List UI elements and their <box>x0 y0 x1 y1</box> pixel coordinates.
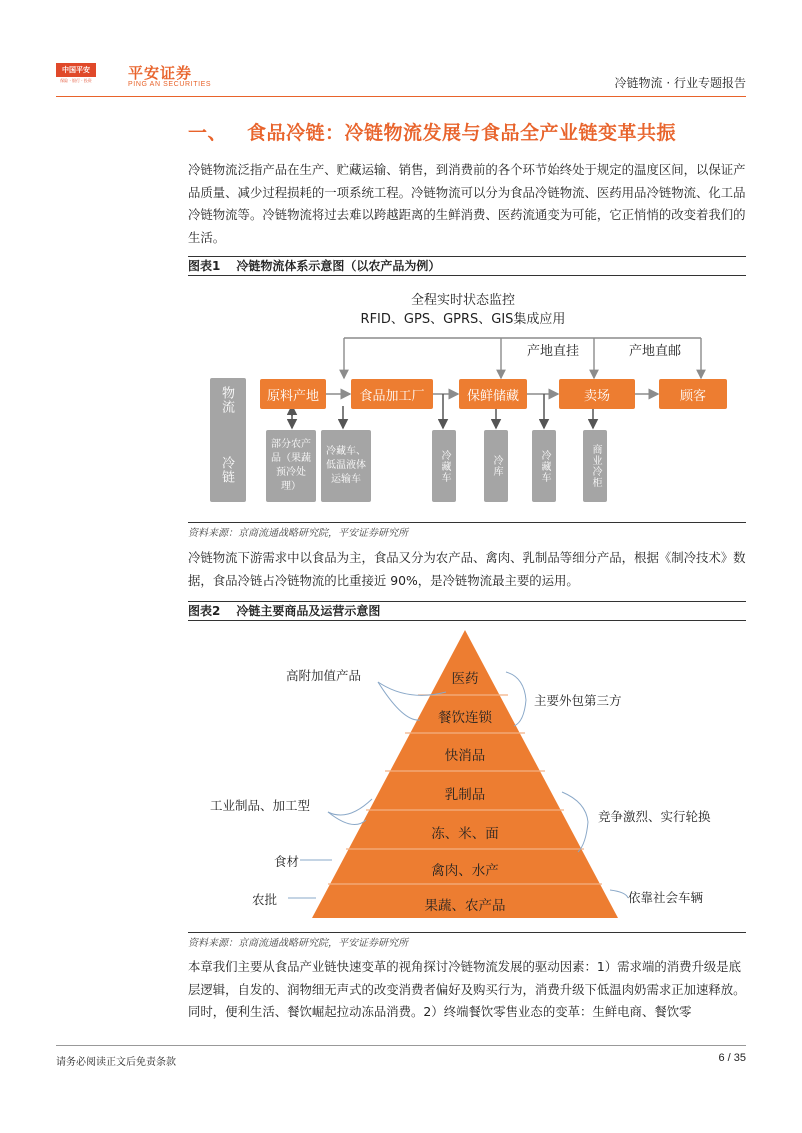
pingan-badge-subtitle: 保险 · 银行 · 投资 <box>60 78 92 83</box>
paragraph-intro: 冷链物流泛指产品在生产、贮藏运输、销售，到消费前的各个环节始终处于规定的温度区间，以保证产品质量、减少过程损耗的一项系统工程。冷链物流可以分为食品冷链物流、医药用品冷链物流、化工品冷链物流等。冷链物流将过去难以跨越距离的生鲜消费、医药流通变为可能，它正悄悄的改变着我们的生活。 <box>188 162 746 245</box>
paragraph-demand: 冷链物流下游需求中以食品为主，食品又分为农产品、禽肉、乳制品等细分产品，根据《制冷技术》数据，食品冷链占冷链物流的比重接近 90%，是冷链物流最主要的运用。 <box>188 550 746 588</box>
tier-produce: 果蔬、农产品 <box>424 898 506 914</box>
figure1-source: 资料来源：京商流通战略研究院，平安证券研究所 <box>188 522 746 539</box>
label-social-vehicles: 依靠社会车辆 <box>628 890 704 905</box>
report-title: 冷链物流 · 行业专题报告 <box>614 76 746 90</box>
pingan-securities-logo-en: PING AN SECURITIES <box>128 81 212 88</box>
chapter-number: 一、 <box>188 122 228 144</box>
page-number: 6 / 35 <box>718 1052 746 1064</box>
paragraph-drivers: 本章我们主要从食品产业链快速变革的视角探讨冷链物流发展的驱动因素：1）需求端的消费升级是底层逻辑，自发的、润物细无声式的改变消费者偏好及购买行为，消费升级下低温肉奶需求正加速释放。同时，便利生活、餐饮崛起拉动冻品消费。2）终端餐饮零售业态的变革：生鲜电商、餐饮零 <box>188 959 746 1019</box>
monitor-tech: RFID、GPS、GPRS、GIS集成应用 <box>360 312 566 327</box>
figure2-label: 图表2 <box>188 604 221 618</box>
chapter-title: 食品冷链：冷链物流发展与食品全产业链变革共振 <box>247 122 677 144</box>
node-food-factory: 食品加工厂 <box>351 379 433 409</box>
label-high-value: 高附加值产品 <box>286 668 362 683</box>
label-ingredients: 食材 <box>274 854 300 869</box>
label-industrial: 工业制品、加工型 <box>210 798 311 813</box>
node-market: 卖场 <box>559 379 635 409</box>
sub-reefer-truck-1: 冷藏车 <box>432 430 456 502</box>
sub-reefer-truck: 冷藏车、低温液体运输车 <box>321 430 371 502</box>
node-fresh-storage: 保鲜储藏 <box>459 379 527 409</box>
sub-cold-storage: 冷库 <box>484 430 508 502</box>
sub-reefer-truck-2: 冷藏车 <box>532 430 556 502</box>
label-wholesale: 农批 <box>252 892 278 907</box>
figure1-title: 冷链物流体系示意图（以农产品为例） <box>236 259 441 273</box>
logistics-label: 物流 <box>219 386 234 414</box>
tier-catering-chain: 餐饮连锁 <box>438 710 492 726</box>
pingan-securities-logo: 平安证券 <box>128 64 193 82</box>
chapter-heading <box>188 118 676 145</box>
direct-hang-label: 产地直挂 <box>526 344 579 359</box>
label-competition: 竞争激烈、实行轮换 <box>598 809 711 824</box>
figure1-label: 图表1 <box>188 259 221 273</box>
figure2-diagram <box>188 622 746 930</box>
footer-disclaimer: 请务必阅读正文后免责条款 <box>56 1057 176 1068</box>
node-raw-origin: 原料产地 <box>260 379 326 409</box>
sub-commercial-freezer: 商业冷柜 <box>583 430 607 502</box>
label-outsourced: 主要外包第三方 <box>534 693 622 708</box>
header-divider <box>56 96 746 97</box>
tier-fmcg: 快消品 <box>444 748 486 764</box>
footer-divider <box>56 1045 746 1046</box>
sub-partial-produce: 部分农产品（果蔬预冷处理） <box>266 430 316 502</box>
figure1-diagram <box>188 278 746 520</box>
coldchain-label: 冷链 <box>219 456 234 484</box>
tier-frozen-rice-noodle: 冻、米、面 <box>431 826 499 842</box>
monitor-title: 全程实时状态监控 <box>410 293 515 308</box>
node-customer: 顾客 <box>659 379 727 409</box>
direct-sell-label: 产地直邮 <box>628 344 681 359</box>
logistics-coldchain-column <box>210 378 246 502</box>
figure2-title: 冷链主要商品及运营示意图 <box>236 604 381 618</box>
figure1-title-bar <box>188 256 746 276</box>
tier-meat-seafood: 禽肉、水产 <box>431 863 499 879</box>
figure2-source: 资料来源：京商流通战略研究院，平安证券研究所 <box>188 932 746 949</box>
tier-dairy: 乳制品 <box>444 787 486 803</box>
tier-medicine: 医药 <box>451 671 479 687</box>
pingan-badge-logo: 中国平安 <box>56 63 96 77</box>
figure2-title-bar <box>188 601 746 621</box>
